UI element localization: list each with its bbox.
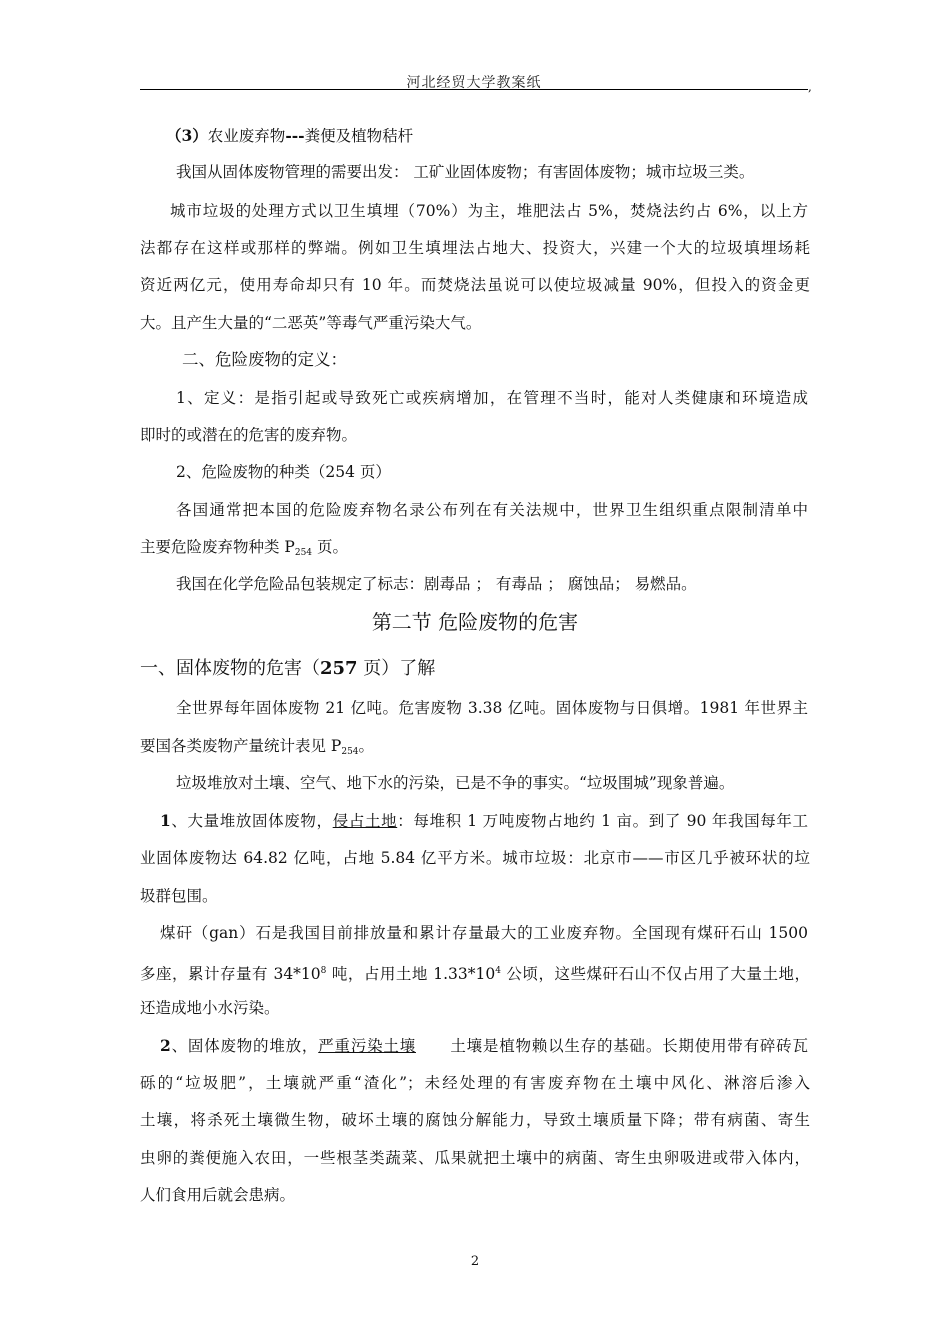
paragraph-line: 人们食用后就会患病。 (140, 1186, 296, 1204)
text-span: 要国各类废物产量统计表见 P (140, 737, 342, 755)
paragraph-line: 各国通常把本国的危险废弃物名录公布列在有关法规中，世界卫生组织重点限制清单中 (176, 501, 808, 519)
paragraph-line (140, 736, 810, 762)
paragraph-line: 资近两亿元，使用寿命却只有 10 年。而焚烧法虽说可以使垃圾减量 90%，但投入的资金更 (140, 276, 810, 294)
section-title: 第二节 危险废物的危害 (371, 610, 579, 634)
paragraph-line: 我国在化学危险品包装规定了标志：剧毒品 ； 有毒品 ； 腐蚀品； 易燃品。 (176, 575, 697, 593)
paragraph-line: 1、定义：是指引起或导致死亡或疾病增加，在管理不当时，能对人类健康和环境造成 (176, 389, 808, 407)
paragraph-line: 全世界每年固体废物 21 亿吨。危害废物 3.38 亿吨。固体废物与日俱增。1981 年世界主 (176, 699, 808, 717)
text-span: 公顷，这些煤矸石山不仅占用了大量土地， (501, 965, 810, 983)
paragraph-line: 砾的“垃圾肥”，土壤就严重“渣化”；未经处理的有害废弃物在土壤中风化、淋溶后渗入 (140, 1074, 810, 1092)
subscript: 254 (294, 548, 313, 558)
superscript: 4 (495, 966, 501, 976)
text-span: 页）了解 (357, 658, 436, 679)
paragraph-line (160, 811, 808, 831)
paragraph-line (166, 126, 413, 146)
text-span: 一、固体废物的危害（ (140, 658, 320, 679)
list-number: 1 (160, 811, 171, 830)
paragraph-line: 城市垃圾的处理方式以卫生填埋（70%）为主，堆肥法占 5%，焚烧法约占 6%，以上方 (170, 202, 808, 220)
list-number: （3） (166, 126, 208, 145)
text-span: 。 (358, 737, 375, 755)
text-span: 、大量堆放固体废物， (170, 812, 333, 830)
underlined-text: 严重污染土壤 (318, 1037, 416, 1055)
paragraph-line: 虫卵的粪便施入农田，一些根茎类蔬菜、瓜果就把土壤中的病菌、寄生虫卵吸进或带入体内， (140, 1149, 810, 1167)
paragraph-line: 大。且产生大量的“二恶英”等毒气严重污染大气。 (140, 314, 482, 332)
superscript: 8 (320, 966, 327, 976)
paragraph-line: 垃圾堆放对土壤、空气、地下水的污染，已是不争的事实。“垃圾围城”现象普遍。 (176, 774, 735, 792)
text-span: 土壤是植物赖以生存的基础。长期使用带有碎砖瓦 (416, 1037, 808, 1055)
header-rule (140, 89, 808, 90)
text-span: 257 (320, 658, 358, 679)
paragraph-line: 即时的或潜在的危害的废弃物。 (140, 426, 358, 444)
underlined-text: 侵占土地 (332, 812, 398, 830)
paragraph-line: 法都存在这样或那样的弊端。例如卫生填埋法占地大、投资大，兴建一个大的垃圾填埋场耗 (140, 239, 810, 257)
paragraph-line (160, 1036, 808, 1056)
text-span: 主要危险废弃物种类 P (140, 538, 295, 556)
text-span: 农业废弃物 (207, 127, 286, 145)
text-span: 多座，累计存量有 34*10 (140, 965, 321, 983)
header-mark: , (808, 80, 812, 94)
paragraph-line: 圾群包围。 (140, 887, 218, 905)
paragraph-line (140, 961, 810, 984)
paragraph-line (140, 537, 810, 563)
paragraph-line: 业固体废物达 64.82 亿吨，占地 5.84 亿平方米。城市垃圾：北京市——市区几乎被环状的垃 (140, 849, 810, 867)
text-span: ：每堆积 1 万吨废物占地约 1 亩。到了 90 年我国每年工 (397, 812, 808, 830)
text-span: 吨，占用土地 1.33*10 (326, 965, 496, 983)
paragraph-line: 我国从固体废物管理的需要出发： 工矿业固体废物；有害固体废物；城市垃圾三类。 (176, 163, 755, 181)
paragraph-line: 土壤，将杀死土壤微生物，破坏土壤的腐蚀分解能力，导致土壤质量下降；带有病菌、寄生 (140, 1111, 810, 1129)
page-number: 2 (470, 1254, 480, 1269)
subheading: 二、危险废物的定义： (182, 350, 347, 369)
subscript: 254 (341, 747, 359, 757)
text-span: --- (285, 126, 305, 145)
text-span: 、固体废物的堆放， (170, 1037, 319, 1055)
paragraph-line: 还造成地小水污染。 (140, 999, 280, 1017)
list-number: 2 (160, 1036, 171, 1055)
paragraph-line: 2、危险废物的种类（254 页） (176, 463, 391, 481)
text-span: 页。 (312, 538, 348, 556)
page-header-title: 河北经贸大学教案纸 (406, 75, 542, 91)
heading (140, 657, 810, 681)
paragraph-line: 煤矸（gan）石是我国目前排放量和累计存量最大的工业废弃物。全国现有煤矸石山 1500 (160, 924, 808, 942)
text-span: 粪便及植物秸杆 (304, 127, 414, 145)
